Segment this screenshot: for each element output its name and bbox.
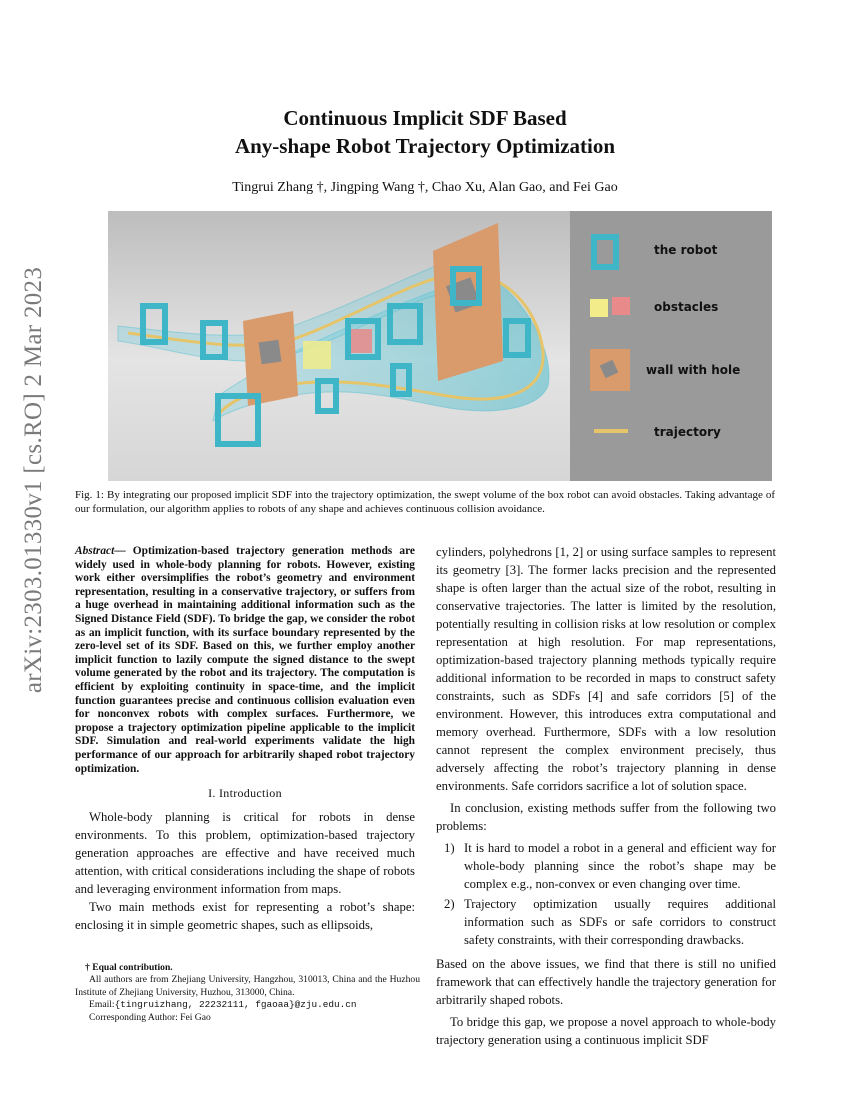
paper-title — [0, 104, 850, 160]
legend-obstacle-red — [612, 297, 630, 315]
list-item-number: 2) — [444, 897, 455, 911]
footnote-equal: † Equal contribution. — [85, 962, 173, 973]
right-paragraph-4: To bridge this gap, we propose a novel approach to whole-body trajectory generation using a continuous implicit SDF — [436, 1015, 776, 1047]
obstacle-yellow — [303, 341, 331, 369]
list-item-number: 1) — [444, 841, 455, 855]
legend-robot-label: the robot — [654, 243, 718, 257]
figure-1 — [108, 211, 772, 481]
obstacle-red — [348, 329, 372, 353]
footnote-affiliation: All authors are from Zhejiang University, Hangzhou, 310013, China and the Huzhou Institute of Zhejiang University, Huzhou, 313000, China. — [75, 974, 420, 998]
list-item — [436, 895, 776, 949]
footnote — [75, 962, 420, 1024]
abstract-label: Abstract — [75, 545, 115, 557]
footnote-email-label: Email: — [89, 999, 115, 1011]
section-introduction-title: I. Introduction — [208, 786, 282, 801]
footnote-email-address: {tingruizhang, 22232111, fgaoaa}@zju.edu.cn — [114, 999, 357, 1011]
abstract — [75, 545, 415, 776]
right-column — [436, 543, 776, 1049]
list-item-text: It is hard to model a robot in a general and efficient way for whole-body planning since the robot’s shape may be complex e.g., non-convex or even changing over time. — [464, 841, 776, 891]
right-paragraph-3: Based on the above issues, we find that there is still no unified framework that can effectively handle the trajectory generation for arbitrarily shaped robots. — [436, 957, 776, 1007]
left-column — [75, 545, 415, 934]
figure-caption: Fig. 1: By integrating our proposed implicit SDF into the trajectory optimization, the swept volume of the box robot can avoid obstacles. Taking advantage of our formulation, our algorithm applies to robots of any shape and achieves continuous collision avoidance. — [75, 489, 775, 515]
right-paragraph-2: In conclusion, existing methods suffer from the following two problems: — [436, 801, 776, 833]
arxiv-side-label: arXiv:2303.01330v1 [cs.RO] 2 Mar 2023 — [20, 266, 47, 694]
abstract-text: — Optimization-based trajectory generation methods are widely used in whole-body planning for robots. However, existing work either oversimplifies the robot’s geometry and environment representation, resulting in a conservative trajectory, or suffers from a huge overhead in maintaining additional information such as the Signed Distance Field (SDF). To bridge the gap, we consider the robot as an implicit function, with its surface boundary represented by the zero-level set of its SDF. Based on this, we further employ another implicit function to lazily compute the signed distance to the swept volume generated by the robot and its trajectory. The computation is efficient by exploiting continuity in space-time, and the implicit function guarantees precise and continuous collision evaluation even for nonconvex robots with complex surfaces. Furthermore, we propose a trajectory optimization pipeline applicable to the implicit SDF. Simulation and real-world experiments validate the high performance of our approach for arbitrarily shaped robot trajectory optimization. — [75, 545, 415, 775]
legend-trajectory-label: trajectory — [654, 425, 721, 439]
list-item — [436, 839, 776, 893]
intro-paragraph-2: Two main methods exist for representing a robot’s shape: enclosing it in simple geometric shapes, such as ellipsoids, — [75, 900, 415, 933]
footnote-email — [75, 999, 420, 1011]
legend-wall-label: wall with hole — [646, 363, 741, 377]
intro-paragraph-1: Whole-body planning is critical for robots in dense environments. To this problem, optimization-based trajectory generation approaches are effective and have received much attention, with critical considerations including the shape of robots and leveraging environment information from maps. — [75, 810, 415, 897]
wall-hole-left — [259, 340, 282, 365]
title-line-1: Continuous Implicit SDF Based — [283, 106, 567, 130]
legend-obstacles-label: obstacles — [654, 300, 719, 314]
footnote-corresponding: Corresponding Author: Fei Gao — [89, 1011, 211, 1023]
title-line-2: Any-shape Robot Trajectory Optimization — [234, 134, 616, 158]
list-item-text: Trajectory optimization usually requires additional information such as SDFs or safe corridors to construct safety constraints, with their corresponding drawbacks. — [464, 897, 776, 947]
authors: Tingrui Zhang †, Jingping Wang †, Chao Xu, Alan Gao, and Fei Gao — [232, 180, 618, 195]
right-paragraph-1: cylinders, polyhedrons [1, 2] or using surface samples to represent its geometry [3]. The former lacks precision and the represented shape is often larger than the actual size of the robot, resulting in conservative trajectories. The latter is limited by the resolution, potentially resulting in collision risks at low resolution or complex representation at high resolution. For map representations, optimization-based trajectory planning methods typically require additional information to be recorded in maps to construct safety constraints, such as SDFs [4] and safe corridors [5] of the environment. However, this introduces extra computational and memory overhead. Furthermore, SDFs with a low resolution cannot represent the complex environment precisely, thus adversely affecting the robot’s trajectory planning in dense environments. Safe corridors sacrifice a lot of solution space. — [436, 545, 776, 793]
problem-list — [436, 839, 776, 949]
legend-obstacle-yellow — [590, 299, 608, 317]
